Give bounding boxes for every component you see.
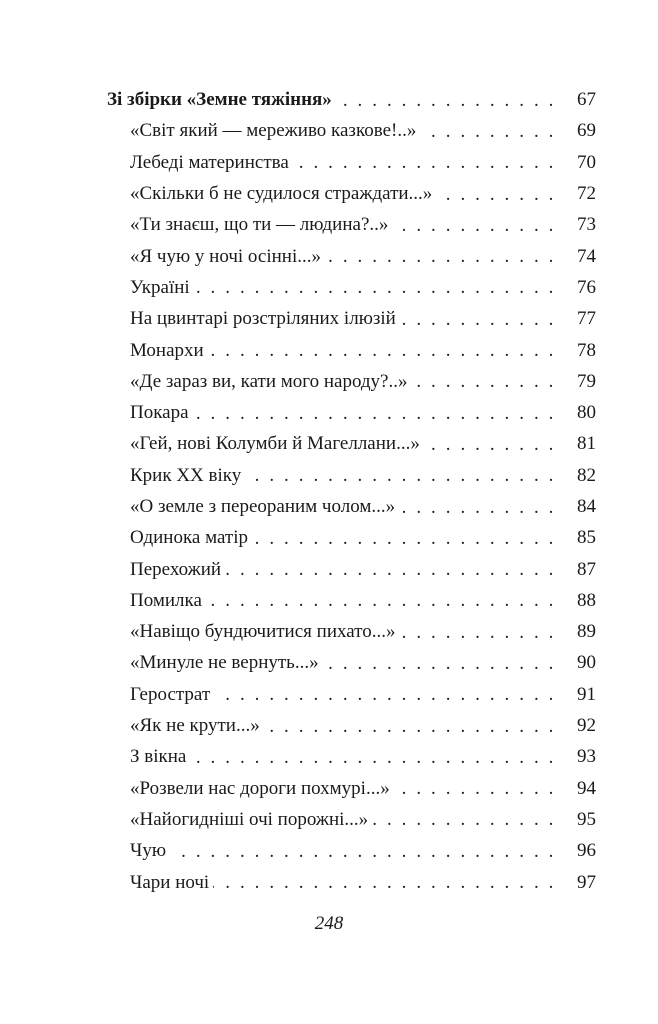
toc-entry-title: «Найогидніші очі порожні...» <box>130 810 372 829</box>
dot-leader <box>336 84 556 115</box>
toc-entry-title: «Навіщо бундючитися пихато...» <box>130 622 399 641</box>
toc-entry-page: 69 <box>556 121 596 140</box>
toc-entry-page: 89 <box>556 622 596 641</box>
toc-entry-page: 73 <box>556 215 596 234</box>
toc-entry[interactable] <box>0 178 658 209</box>
toc-entry-page: 93 <box>556 747 596 766</box>
toc-entry[interactable] <box>0 397 658 428</box>
toc-entry-page: 92 <box>556 716 596 735</box>
toc-entry[interactable] <box>0 710 658 741</box>
toc-entry-page: 77 <box>556 309 596 328</box>
toc-entry-title: «Я чую у ночі осінні...» <box>130 247 325 266</box>
toc-entry[interactable] <box>0 147 658 178</box>
dot-leader <box>325 240 556 271</box>
toc-entry[interactable] <box>0 334 658 365</box>
dot-leader <box>225 553 556 584</box>
toc-entry-page: 96 <box>556 841 596 860</box>
toc-entry-page: 84 <box>556 497 596 516</box>
dot-leader <box>293 147 556 178</box>
toc-entry-title: Помилка <box>130 591 206 610</box>
dot-leader <box>245 460 556 491</box>
dot-leader <box>436 178 556 209</box>
toc-entry-title: «Як не крути...» <box>130 716 264 735</box>
toc-entry-title: «Скільки б не судилося страждати...» <box>130 184 436 203</box>
toc-entry-title: Перехожий <box>130 560 225 579</box>
toc-entry-title: «Ти знаєш, що ти — людина?..» <box>130 215 392 234</box>
toc-entry-title: «Світ який — мереживо казкове!..» <box>130 121 420 140</box>
dot-leader <box>214 679 556 710</box>
toc-entry[interactable] <box>0 366 658 397</box>
dot-leader <box>412 366 557 397</box>
toc-entry-title: «Де зараз ви, кати мого народу?..» <box>130 372 412 391</box>
toc-entries <box>0 115 658 897</box>
toc-entry[interactable] <box>0 460 658 491</box>
toc-entry-title: Герострат <box>130 685 214 704</box>
dot-leader <box>170 835 556 866</box>
toc-entry-title: Крик XX віку <box>130 466 245 485</box>
toc-entry-title: «Минуле не вернуть...» <box>130 653 323 672</box>
dot-leader <box>399 616 556 647</box>
toc-entry-page: 72 <box>556 184 596 203</box>
page-number: 248 <box>314 913 344 934</box>
toc-entry-page: 90 <box>556 653 596 672</box>
toc-entry-page: 94 <box>556 779 596 798</box>
toc-entry-title: «О земле з переораним чолом...» <box>130 497 399 516</box>
toc-entry[interactable] <box>0 679 658 710</box>
toc-entry-title: Чари ночі <box>130 873 213 892</box>
toc-section-heading[interactable] <box>0 84 658 115</box>
dot-leader <box>206 585 556 616</box>
toc-entry-page: 81 <box>556 434 596 453</box>
toc-entry-page: 78 <box>556 341 596 360</box>
dot-leader <box>194 272 556 303</box>
dot-leader <box>420 115 556 146</box>
toc-entry-page: 91 <box>556 685 596 704</box>
toc-entry[interactable] <box>0 209 658 240</box>
table-of-contents <box>0 84 658 898</box>
toc-section-title: Зі збірки «Земне тяжіння» <box>107 90 336 109</box>
toc-entry-title: На цвинтарі розстріляних ілюзій <box>130 309 400 328</box>
dot-leader <box>252 522 556 553</box>
toc-entry[interactable] <box>0 835 658 866</box>
toc-entry[interactable] <box>0 804 658 835</box>
toc-entry-page: 79 <box>556 372 596 391</box>
toc-entry-title: Чую <box>130 841 170 860</box>
toc-entry[interactable] <box>0 553 658 584</box>
dot-leader <box>394 773 556 804</box>
toc-entry-page: 80 <box>556 403 596 422</box>
toc-entry-page: 74 <box>556 247 596 266</box>
toc-entry-title: З вікна <box>130 747 190 766</box>
toc-entry-title: «Гей, нові Колумби й Магеллани...» <box>130 434 424 453</box>
dot-leader <box>372 804 556 835</box>
toc-entry[interactable] <box>0 303 658 334</box>
toc-entry-page: 76 <box>556 278 596 297</box>
toc-entry[interactable] <box>0 585 658 616</box>
toc-section-page: 67 <box>556 90 596 109</box>
dot-leader <box>323 647 556 678</box>
dot-leader <box>264 710 556 741</box>
toc-entry[interactable] <box>0 741 658 772</box>
toc-entry[interactable] <box>0 647 658 678</box>
dot-leader <box>392 209 556 240</box>
toc-entry[interactable] <box>0 240 658 271</box>
toc-entry[interactable] <box>0 866 658 897</box>
toc-entry-title: Монархи <box>130 341 208 360</box>
dot-leader <box>193 397 556 428</box>
toc-entry-title: Одинока матір <box>130 528 252 547</box>
toc-entry[interactable] <box>0 616 658 647</box>
toc-entry-title: «Розвели нас дороги похмурі...» <box>130 779 394 798</box>
toc-entry[interactable] <box>0 272 658 303</box>
toc-entry[interactable] <box>0 522 658 553</box>
toc-entry-page: 85 <box>556 528 596 547</box>
toc-entry-title: Україні <box>130 278 194 297</box>
toc-entry[interactable] <box>0 773 658 804</box>
dot-leader <box>424 428 556 459</box>
toc-entry[interactable] <box>0 428 658 459</box>
dot-leader <box>208 334 556 365</box>
dot-leader <box>190 741 556 772</box>
toc-entry-title: Покара <box>130 403 193 422</box>
toc-entry-page: 88 <box>556 591 596 610</box>
toc-entry[interactable] <box>0 115 658 146</box>
toc-entry-page: 95 <box>556 810 596 829</box>
dot-leader <box>399 491 556 522</box>
toc-entry-page: 87 <box>556 560 596 579</box>
toc-entry[interactable] <box>0 491 658 522</box>
toc-entry-title: Лебеді материнства <box>130 153 293 172</box>
toc-entry-page: 97 <box>556 873 596 892</box>
dot-leader <box>213 866 556 897</box>
toc-entry-page: 70 <box>556 153 596 172</box>
dot-leader <box>400 303 556 334</box>
toc-entry-page: 82 <box>556 466 596 485</box>
